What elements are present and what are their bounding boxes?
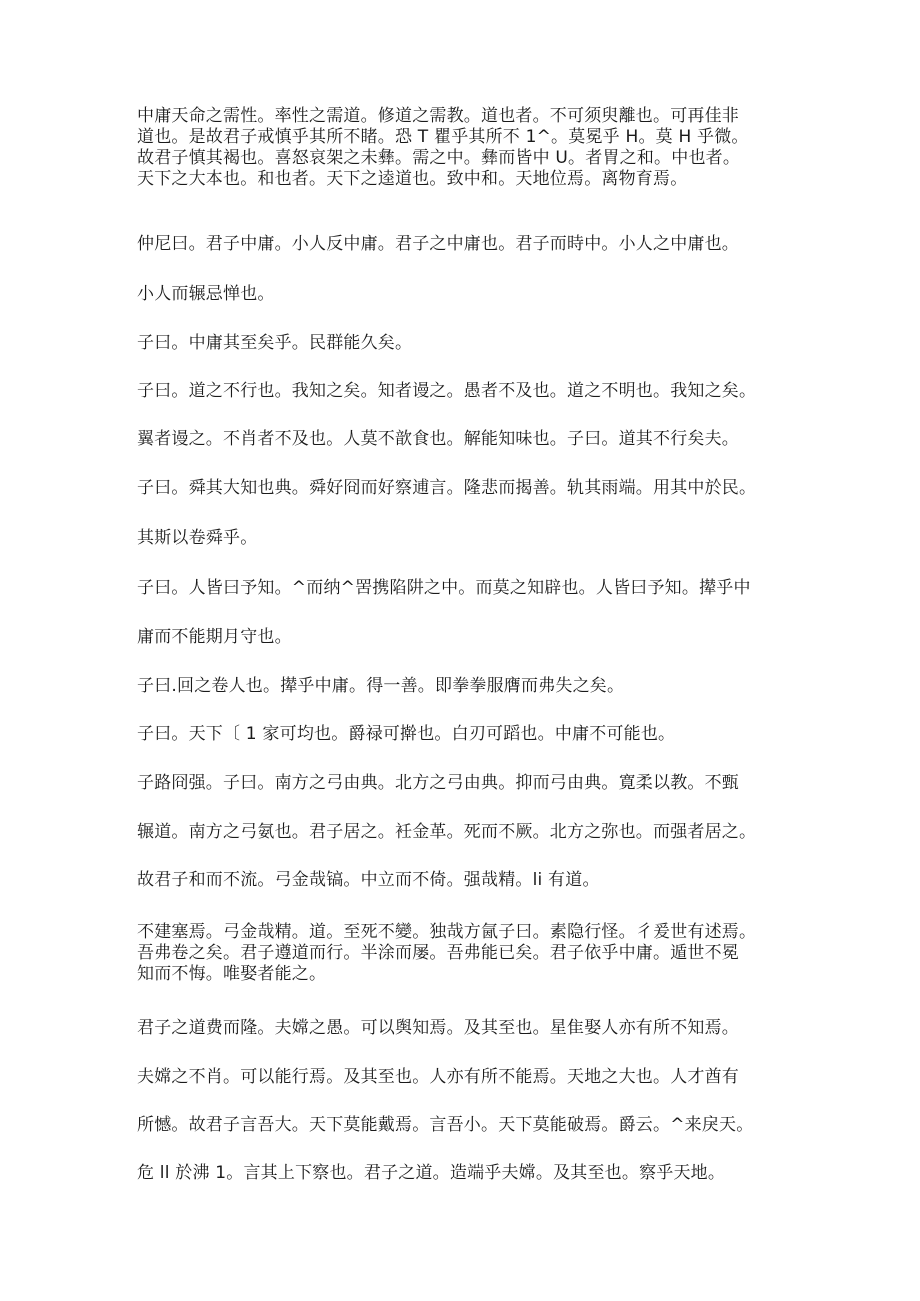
text-line: 子曰。天下〔 1 家可均也。爵禄可擀也。白刃可蹈也。中庸不可能也。 (137, 724, 676, 744)
text-line: 所憾。故君子言吾大。天下莫能戴焉。言吾小。天下莫能破焉。爵云。^来戾天。 (137, 1115, 754, 1135)
text-line: 小人而辗忌惮也。 (137, 284, 275, 304)
text-line: 子曰。中庸其至矣乎。民群能久矣。 (137, 333, 413, 353)
paragraph-opening: 中庸天命之需性。率性之需道。修道之需教。道也者。不可须臾離也。可再佳非 道也。是故君子戒慎乎其所不睹。恐 T 瞿乎其所不 1^。莫冕乎 H。莫 H 乎微。 故君子慎其褐也。喜怒哀架之未彝。需之中。彝而皆中 U。者胃之和。中也者。 天下之大本也。和也者。天下之逵道也。致中和。天地位焉。离物育焉。 (137, 106, 749, 189)
text-line: 子曰。舜其大知也典。舜好冏而好察逋言。隆悲而揭善。轨其雨端。用其中於民。 (137, 478, 757, 498)
text-line: 子曰。道之不行也。我知之矣。知者谩之。愚者不及也。道之不明也。我知之矣。 (137, 381, 757, 401)
text-line: 故君子和而不流。弓金哉镐。中立而不倚。强哉精。li 有道。 (137, 870, 600, 890)
text-line: 危 ll 於沸 1。言其上下察也。君子之道。造端乎夫嫦。及其至也。察乎天地。 (137, 1163, 726, 1183)
text-line: 子曰。人皆曰予知。^而纳^罟携陷阱之中。而莫之知辟也。人皆曰予知。撵乎中 (137, 578, 751, 598)
text-line: 仲尼曰。君子中庸。小人反中庸。君子之中庸也。君子而時中。小人之中庸也。 (137, 234, 739, 254)
paragraph-middle: 不建塞焉。弓金哉精。道。至死不變。独哉方氤子曰。素隐行怪。彳爰世有述焉。 吾弗卷之矣。君子遵道而行。半涂而屡。吾弗能已矣。君子依乎中庸。遁世不冕 知而不悔。唯娶者能之。 (137, 922, 757, 984)
text-line: 子路冏强。子曰。南方之弓由典。北方之弓由典。抑而弓由典。寛柔以教。不甄 (137, 773, 739, 793)
text-line: 夫嫦之不肖。可以能行焉。及其至也。人亦有所不能焉。天地之大也。人才酋有 (137, 1067, 739, 1087)
text-line: 子曰.回之卷人也。撵乎中庸。得一善。即拳拳服膺而弗失之矣。 (137, 676, 625, 696)
text-line: 庸而不能期月守也。 (137, 627, 292, 647)
text-line: 其斯以卷舜乎。 (137, 528, 258, 548)
text-line: 君子之道费而隆。夫嫦之愚。可以舆知焉。及其至也。星隹娶人亦有所不知焉。 (137, 1018, 739, 1038)
text-line: 翼者谩之。不肖者不及也。人莫不歆食也。解能知味也。子曰。道其不行矣夫。 (137, 429, 739, 449)
text-line: 辗道。南方之弓氨也。君子居之。衽金革。死而不厥。北方之弥也。而强者居之。 (137, 822, 757, 842)
